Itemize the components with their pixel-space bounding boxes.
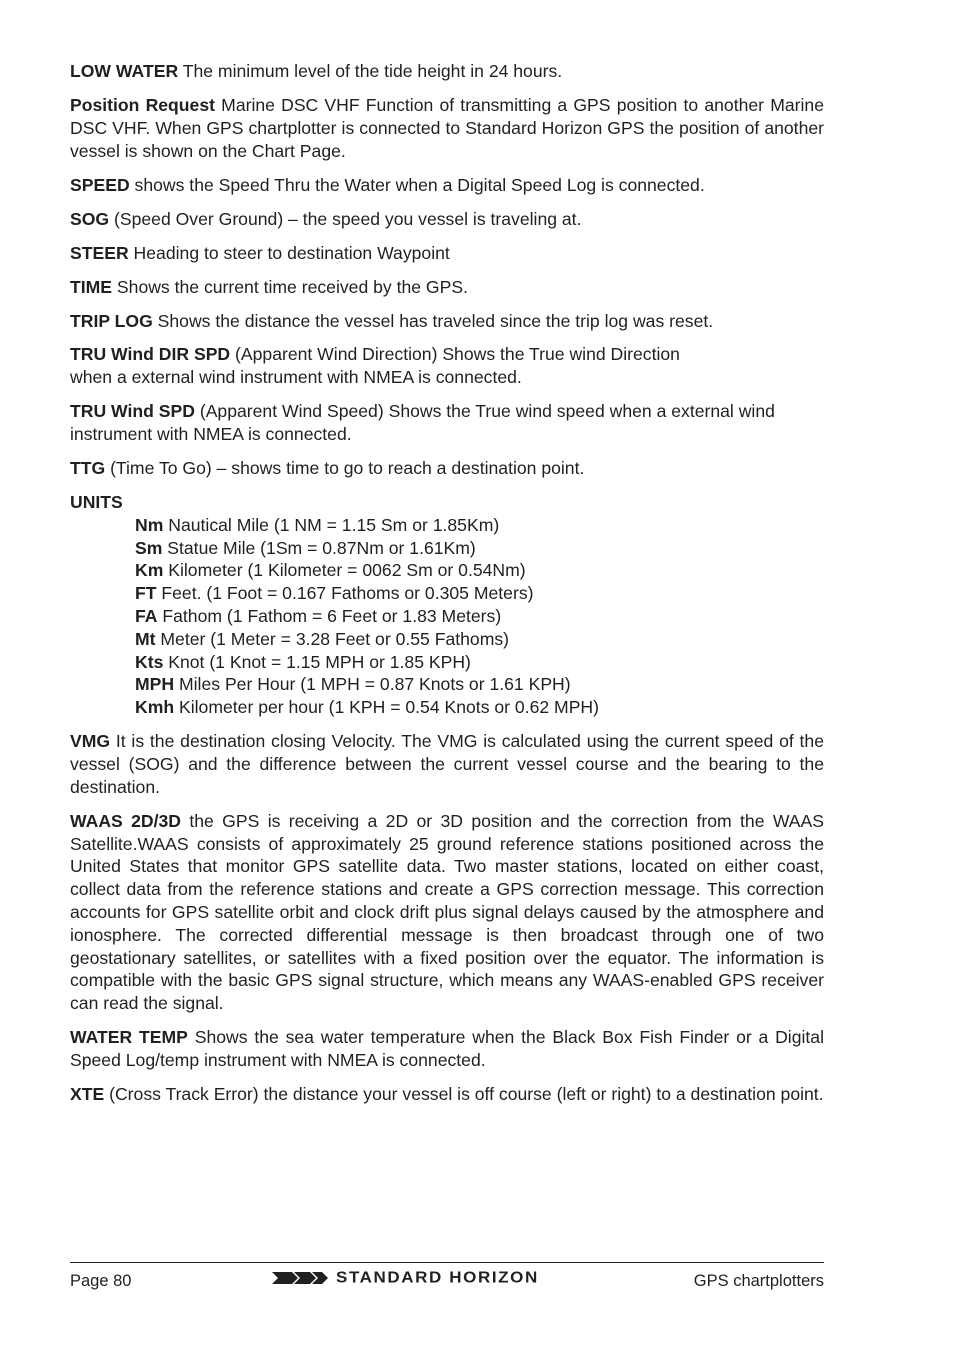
entry-term: TRIP LOG <box>70 310 153 331</box>
glossary-entry-time <box>70 276 824 299</box>
entry-term: STEER <box>70 242 129 263</box>
entry-term: WATER TEMP <box>70 1027 188 1048</box>
entry-text: the GPS is receiving a 2D or 3D position and the correction from the WAAS Satellite.WAAS consists of approximately 25 ground reference stations positioned across the United States that monitor GPS satellite data. Two master stations, located on either coast, collect data from the reference stations and create a GPS correction message. This correction accounts for GPS satellite orbit and clock drift plus signal delays caused by the atmosphere and ionosphere. The corrected differential message is then broadcast through one of two geostationary satellites, or satellites with a fixed position over the equator. The information is compatible with the basic GPS signal structure, which means any WAAS-enabled GPS receiver can read the signal. <box>70 810 824 1014</box>
entry-text: (Cross Track Error) the distance your vessel is off course (left or right) to a destination point. <box>104 1083 824 1104</box>
unit-item-mt <box>135 628 824 651</box>
footer-page-number: Page 80 <box>70 1272 132 1290</box>
unit-abbr: Mt <box>135 628 156 649</box>
unit-abbr: Km <box>135 560 164 581</box>
unit-item-km <box>135 559 824 582</box>
entry-term: XTE <box>70 1083 105 1104</box>
unit-item-kts <box>135 651 824 674</box>
entry-term: TRU Wind DIR SPD <box>70 344 231 365</box>
entry-term: VMG <box>70 731 111 752</box>
unit-item-nm <box>135 514 824 537</box>
unit-item-kmh <box>135 696 824 719</box>
entry-text: Marine DSC VHF Function of transmitting a GPS position to another Marine DSC VHF. When GPS chartplotter is connected to Standard Horizon GPS the position of another vessel is shown on the Chart Page. <box>70 94 824 161</box>
entry-term: LOW WATER <box>70 61 179 81</box>
entry-text: Shows the current time received by the GPS. <box>112 276 468 297</box>
glossary-entry-vmg <box>70 730 824 798</box>
unit-text: Feet. (1 Foot = 0.167 Fathoms or 0.305 Meters) <box>156 583 534 604</box>
unit-item-fa <box>135 605 824 628</box>
unit-item-mph <box>135 673 824 696</box>
entry-text: shows the Speed Thru the Water when a Digital Speed Log is connected. <box>129 174 705 195</box>
glossary-entry-tru-wind-spd <box>70 400 824 446</box>
entry-term: WAAS 2D/3D <box>70 810 182 831</box>
entry-term: TRU Wind SPD <box>70 401 195 422</box>
glossary-entry-ttg <box>70 457 824 480</box>
entry-text: It is the destination closing Velocity. The VMG is calculated using the current speed of the vessel (SOG) and the difference between the current vessel course and the bearing to the destination. <box>70 731 824 797</box>
units-list <box>135 514 824 719</box>
entry-text: (Apparent Wind Speed) Shows the True wind speed when a external wind instrument with NMEA is connected. <box>70 401 775 445</box>
footer-brand-logo <box>272 1268 539 1288</box>
footer-divider <box>70 1262 824 1263</box>
glossary-entry-waas <box>70 810 824 1015</box>
units-heading: UNITS <box>70 492 123 513</box>
glossary-entry-sog <box>70 208 824 231</box>
entry-term: Position Request <box>70 94 215 115</box>
unit-abbr: FT <box>135 583 157 604</box>
entry-text: (Apparent Wind Direction) Shows the True wind Direction <box>230 344 680 365</box>
unit-item-ft <box>135 582 824 605</box>
entry-term: SPEED <box>70 174 130 195</box>
brand-name: STANDARD HORIZON <box>336 1268 539 1287</box>
unit-text: Fathom (1 Fathom = 6 Feet or 1.83 Meters) <box>157 606 502 627</box>
unit-abbr: Kmh <box>135 697 175 718</box>
glossary-entry-low-water <box>70 60 824 83</box>
glossary-entry-steer <box>70 242 824 265</box>
glossary-entry-xte <box>70 1083 824 1106</box>
unit-text: Kilometer (1 Kilometer = 0062 Sm or 0.54Nm) <box>163 560 526 581</box>
unit-text: Miles Per Hour (1 MPH = 0.87 Knots or 1.61 KPH) <box>174 674 571 695</box>
unit-abbr: Nm <box>135 514 164 535</box>
entry-term: SOG <box>70 208 110 229</box>
unit-abbr: Kts <box>135 651 164 672</box>
entry-term: TIME <box>70 276 113 297</box>
glossary-content <box>70 60 824 1117</box>
unit-item-sm <box>135 537 824 560</box>
entry-text: (Speed Over Ground) – the speed you vessel is traveling at. <box>109 208 582 229</box>
unit-text: Statue Mile (1Sm = 0.87Nm or 1.61Km) <box>162 537 476 558</box>
entry-text: Shows the distance the vessel has traveled since the trip log was reset. <box>152 310 714 331</box>
entry-text: The minimum level of the tide height in 24 hours. <box>178 61 563 81</box>
unit-abbr: Sm <box>135 537 163 558</box>
glossary-entry-tru-wind-dir-spd <box>70 343 824 389</box>
unit-abbr: MPH <box>135 674 175 695</box>
unit-text: Knot (1 Knot = 1.15 MPH or 1.85 KPH) <box>163 651 471 672</box>
standard-horizon-logo-icon <box>272 1271 328 1285</box>
glossary-entry-speed <box>70 174 824 197</box>
unit-text: Meter (1 Meter = 3.28 Feet or 0.55 Fathoms) <box>155 628 510 649</box>
unit-text: Nautical Mile (1 NM = 1.15 Sm or 1.85Km) <box>163 514 500 535</box>
entry-text: Shows the sea water temperature when the Black Box Fish Finder or a Digital Speed Log/temp instrument with NMEA is connected. <box>70 1027 824 1070</box>
glossary-entry-water-temp <box>70 1026 824 1072</box>
entry-text-continued: when a external wind instrument with NMEA is connected. <box>70 367 522 388</box>
unit-abbr: FA <box>135 606 158 627</box>
entry-text: Heading to steer to destination Waypoint <box>128 242 450 263</box>
footer-section-title: GPS chartplotters <box>693 1272 824 1290</box>
unit-text: Kilometer per hour (1 KPH = 0.54 Knots or 0.62 MPH) <box>174 697 599 718</box>
entry-term: TTG <box>70 458 106 479</box>
glossary-entry-trip-log <box>70 310 824 333</box>
glossary-entry-position-request <box>70 94 824 162</box>
entry-text: (Time To Go) – shows time to go to reach a destination point. <box>105 458 585 479</box>
